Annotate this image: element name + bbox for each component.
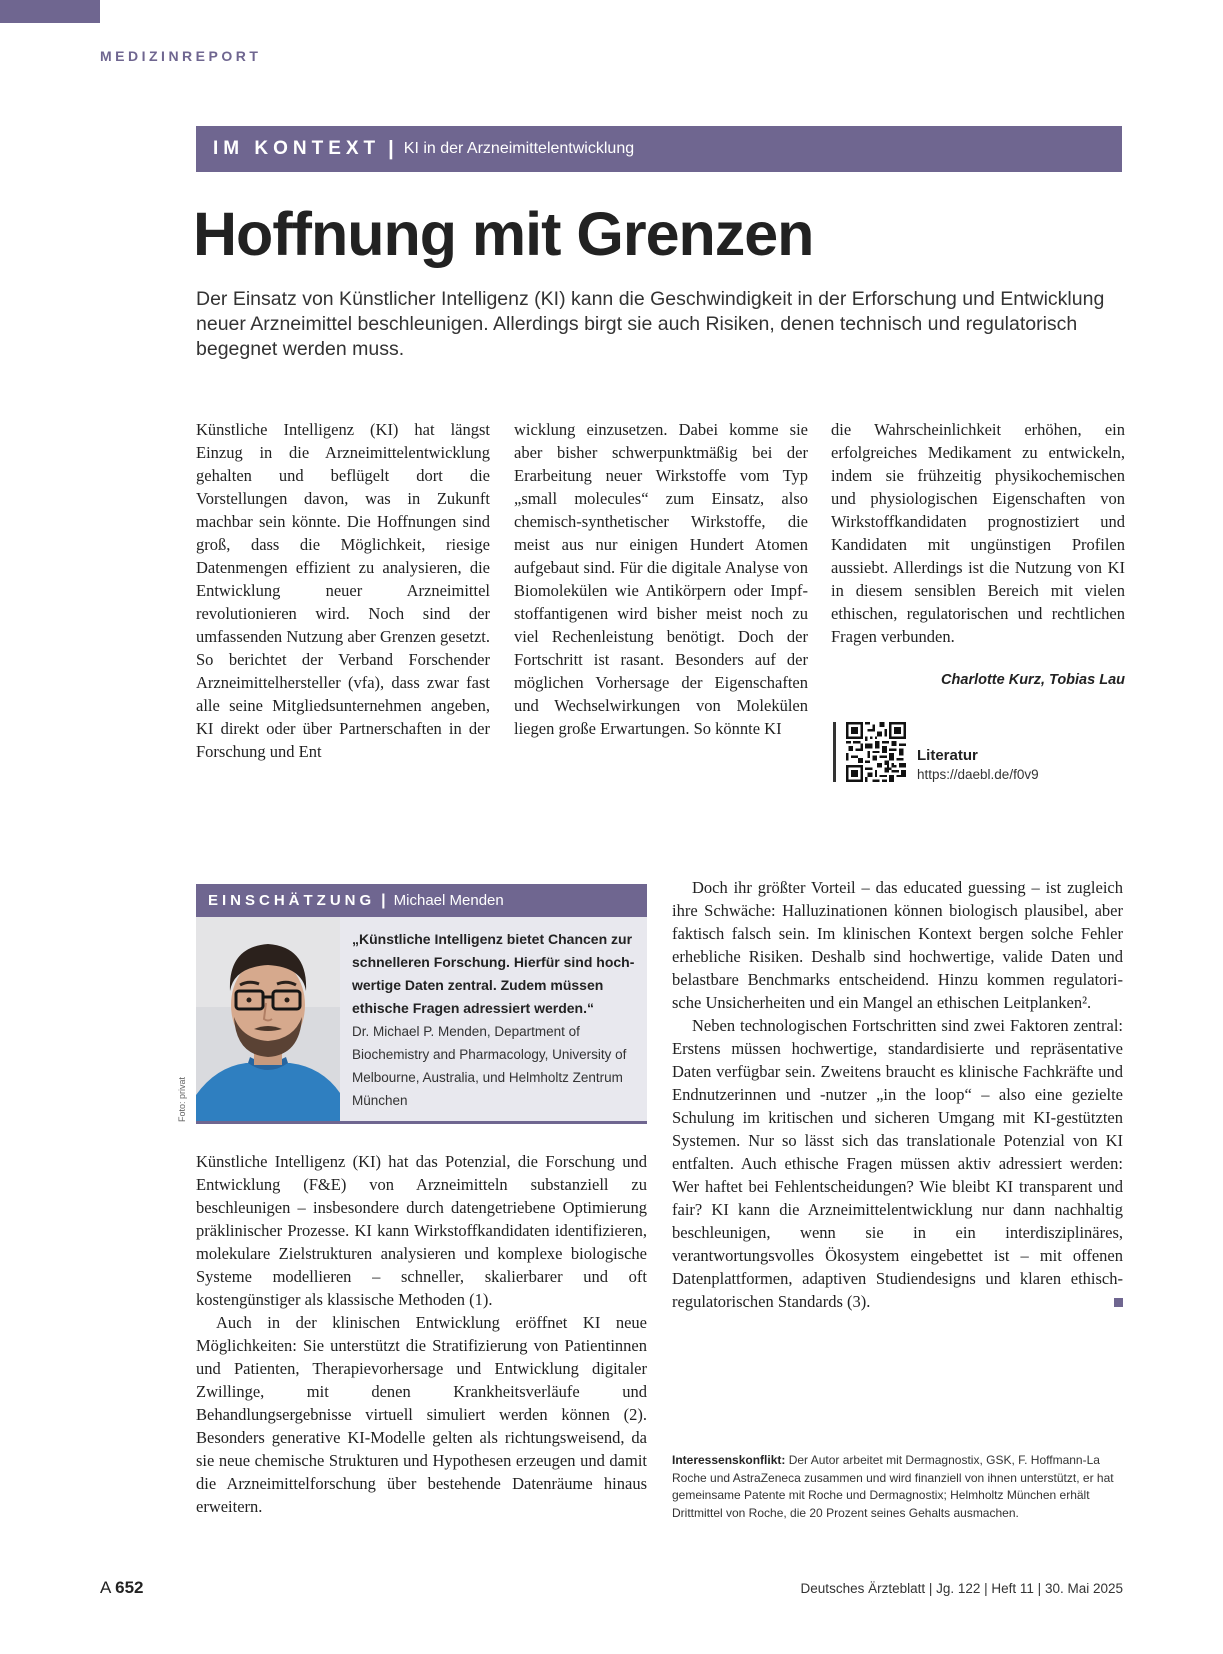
quote-attribution: Dr. Michael P. Menden, Department of Biochemistry and Pharmacology, University of Melbourne, Australia, und Helmholtz Zentrum München (352, 1024, 627, 1108)
end-of-article-mark (1114, 1298, 1123, 1307)
assessment-banner (196, 884, 647, 917)
context-kicker: IM KONTEXT (213, 138, 381, 159)
assessment-paragraph-1: Künstliche Intelligenz (KI) hat das Potenzial, die Forschung und Entwicklung (F&E) von Arzneimitteln substanziell zu beschleunigen – insbesondere durch datengetriebene Optimierung präklinischer Prozesse. KI kann Wirkstoffkandidaten identifizieren, molekulare Zielstrukturen analysieren und komplexe biologische Systeme modellieren – schneller, skalierbarer und oft kostengünstiger als klassische Methoden (1). (196, 1152, 647, 1309)
article-column-1: Künstliche Intelligenz (KI) hat längst Einzug in die Arzneimittelentwicklung gehalten und beflügelt dort die Vorstellungen davon, was in Zukunft machbar sein könnte. Die Hoffnungen sind groß, dass die Möglichkeit, riesige Datenmengen effizient zu analysieren, die Entwicklung neuer Arzneimittel revolutionieren wird. Noch sind der umfassenden Nutzung aber Grenzen gesetzt. So berichtet der Verband Forschender Arzneimittelhersteller (vfa), dass zwar fast alle seine Mitgliedsunternehmen angeben, KI direkt oder über Partnerschaften in der Forschung und Ent (196, 420, 490, 761)
conflict-text: Der Autor arbeitet mit Dermagnostix, GSK, F. Hoffmann-La Roche und AstraZeneca zusammen und wird finanziell von ihnen unterstützt, er hat gemeinsame Patente mit Roche und Dermagnostix; Helmholtz München erhält Drittmittel von Roche, die 20 Prozent seines Gehalts ausmachen. (672, 1453, 1114, 1520)
context-banner (196, 126, 1122, 172)
page-number (100, 1578, 144, 1598)
assessment-paragraph-3 (672, 876, 1123, 1014)
assessment-separator: | (381, 891, 386, 909)
article-column-3: die Wahrscheinlichkeit erhöhen, ein erfolgreiches Medikament zu entwickeln, indem sie frühzeitig physikochemischen und physiologischen Eigenschaften von Wirkstoffkandidaten prognostiziert und Kandidaten mit ungünstigen Profilen aussiebt. Allerdings ist die Nutzung von KI in diesem sensiblen Bereich mit vielen ethischen, regulatorischen und rechtlichen Fragen verbunden. (831, 420, 1125, 646)
conflict-label: Interessenskonflikt: (672, 1453, 786, 1467)
corner-accent-bar (0, 0, 100, 23)
page-prefix: A (100, 1578, 116, 1597)
conflict-of-interest (672, 1452, 1123, 1522)
assessment-paragraph-2: Auch in der klinischen Entwicklung eröffnet KI neue Möglichkeiten: Sie unterstützt die Stratifizierung von Patientinnen und Patienten, Therapievorhersage und Entwicklung digitaler Zwillinge, mit denen Krankheitsverläufe und Behandlungsergebnisse virtuell simuliert werden können (2). Besonders generative KI-Modelle gelten als richtungsweisend, da sie neue chemische Strukturen und Hypothesen erzeugen und damit die Arzneimittelforschung über bestehende Datenräume hinaus erweitern. (196, 1313, 647, 1516)
article-headline: Hoffnung mit Grenzen (193, 200, 814, 268)
assessment-kicker: EINSCHÄTZUNG (208, 892, 376, 909)
context-topic: KI in der Arzneimittelentwicklung (403, 140, 635, 157)
page-number-value: 652 (115, 1578, 144, 1597)
assessment-paragraph-4 (672, 1014, 1123, 1313)
literature-label: Literatur (917, 747, 978, 764)
literature-rule (833, 722, 836, 782)
literature-link[interactable]: https://daebl.de/f0v9 (917, 767, 1039, 782)
qr-code-icon[interactable] (846, 722, 906, 782)
assessment-paragraph-4-text: Neben technologischen Fortschritten sind zwei Faktoren zentral: Erstens müssen hochwertige, standardisierte und repräsentative Daten verfügbar sein. Zweitens braucht es klinische Fachkräfte und Endnutzerinnen und -nutzer „in the loop“ – also eine gezielte Schulung im kritischen und sicheren Umgang mit KI-gestützten Systemen. Nur so lässt sich das translationale Potenzial von KI entfalten. Auch ethische Fragen müssen aktiv adressiert werden: Wer haftet bei Fehlentscheidungen? Wie bleibt KI transparent und fair? KI kann die Arzneimittelentwicklung nur dann nachhaltig beschleunigen, wenn sie in ein interdisziplinäres, verantwortungsvolles Ökosystem eingebettet ist – mit offenen Datenplattformen, adaptiven Studiendesigns und klaren ethisch-regulatorischen Standards (3). (672, 1016, 1123, 1311)
article-authors: Charlotte Kurz, Tobias Lau (941, 672, 1125, 688)
assessment-paragraph-3-end: . (1087, 993, 1092, 1012)
pull-quote: „Künstliche Intelligenz bietet Chancen zur schnelleren Forschung. Hierfür sind hochwertige Daten zentral. Zudem müssen ethische Fragen adressiert werden.“ (352, 931, 635, 1016)
context-separator: | (388, 137, 394, 160)
assessment-paragraph-3-text: Doch ihr größter Vorteil – das educated guessing – ist zugleich ihre Schwäche: Halluzinationen können biologisch plausibel, aber faktisch falsch sein. Im klinischen Kontext bergen solche Fehler erhebliche Risiken. Deshalb sind hochwertige, valide Daten und belastbare Benchmarks entscheidend. Hinzu kommen regulatorische Unsicherheiten und ein Mangel an ethischen Leitplanken² (672, 878, 1123, 1012)
assessment-author-name: Michael Menden (393, 892, 504, 909)
footer-reference: Deutsches Ärzteblatt | Jg. 122 | Heft 11 | 30. Mai 2025 (800, 1581, 1123, 1596)
author-portrait (196, 917, 340, 1121)
section-label: MEDIZINREPORT (100, 48, 262, 64)
assessment-column-left (196, 1150, 647, 1518)
photo-credit: Foto: privat (177, 1076, 187, 1122)
article-lead: Der Einsatz von Künstlicher Intelligenz (KI) kann die Geschwindigkeit in der Erforschung und Entwicklung neuer Arzneimittel beschleunigen. Allerdings birgt sie auch Risiken, denen technisch und regulatorisch begegnet werden muss. (196, 288, 1105, 360)
article-column-2: wicklung einzusetzen. Dabei komme sie aber bisher schwerpunktmäßig bei der Erarbeitung neuer Wirkstoffe vom Typ „small molecules“ zum Einsatz, also chemisch-synthetischer Wirkstoffe, die meist aus nur einigen Hundert Atomen aufgebaut sind. Für die digitale Analyse von Biomolekülen wie Antikörpern oder Impfstoffantigenen wird bisher meist noch zu viel Rechenleistung benötigt. Doch der Fortschritt ist rasant. Besonders auf der möglichen Vorhersage der Eigenschaften und Wechselwirkungen von Molekülen liegen große Erwartungen. So könnte KI (514, 420, 808, 738)
assessment-column-right (672, 876, 1123, 1313)
